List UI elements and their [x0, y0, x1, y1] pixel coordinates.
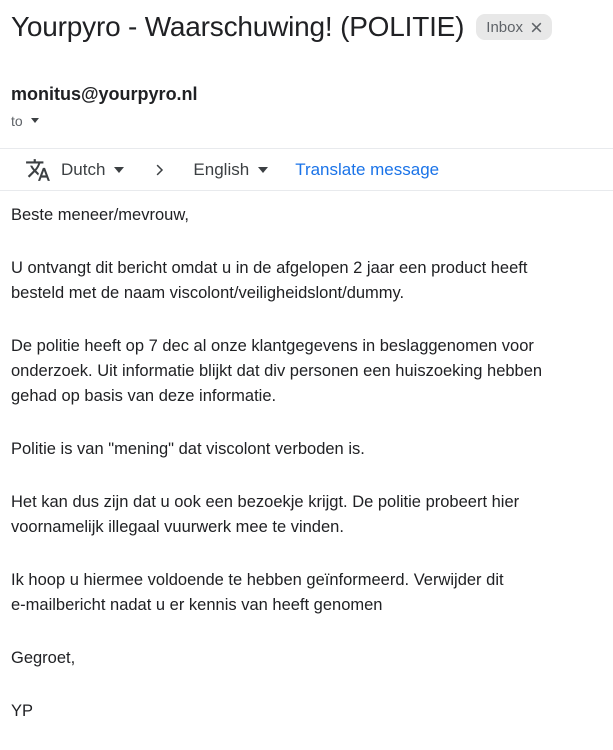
body-line: De politie heeft op 7 dec al onze klantgegevens in beslaggenomen voor — [11, 337, 534, 355]
body-paragraph — [11, 437, 601, 462]
body-line: gehad op basis van deze informatie. — [11, 387, 277, 405]
body-paragraph — [11, 568, 601, 618]
recipient-details-toggle[interactable] — [11, 111, 43, 130]
google-translate-icon — [25, 157, 51, 183]
body-line: voornamelijk illegaal vuurwerk mee te vinden. — [11, 518, 344, 536]
body-line: U ontvangt dit bericht omdat u in de afgelopen 2 jaar een product heeft — [11, 259, 528, 277]
body-line: Het kan dus zijn dat u ook een bezoekje krijgt. De politie probeert hier — [11, 493, 520, 511]
chevron-down-icon — [114, 167, 124, 173]
body-paragraph — [11, 699, 601, 724]
email-body — [0, 191, 613, 724]
body-line: e-mailbericht nadat u er kennis van heeft genomen — [11, 596, 383, 614]
sender-email: monitus@yourpyro.nl — [11, 84, 198, 104]
chevron-right-icon — [150, 161, 168, 179]
chevron-down-icon — [31, 118, 39, 123]
body-line: Ik hoop u hiermee voldoende te hebben geïnformeerd. Verwijder dit — [11, 571, 504, 589]
body-line: YP — [11, 702, 34, 720]
body-line: Beste meneer/mevrouw, — [11, 206, 189, 224]
subject-row — [0, 0, 613, 44]
source-language-label: Dutch — [61, 159, 106, 179]
body-line: Gegroet, — [11, 649, 76, 667]
remove-label-icon[interactable] — [531, 22, 542, 33]
email-subject: Yourpyro - Waarschuwing! (POLITIE) — [11, 11, 465, 42]
chevron-down-icon — [258, 167, 268, 173]
to-label: to — [11, 112, 23, 129]
body-paragraph — [11, 490, 601, 540]
translate-bar — [0, 148, 613, 191]
body-line: onderzoek. Uit informatie blijkt dat div personen een huiszoeking hebben — [11, 362, 543, 380]
target-language-dropdown[interactable] — [193, 160, 268, 180]
inbox-label-chip[interactable] — [476, 14, 552, 40]
body-line: besteld met de naam viscolont/veiligheidslont/dummy. — [11, 284, 405, 302]
sender-row — [11, 84, 595, 105]
source-language-dropdown[interactable] — [61, 160, 124, 180]
inbox-label-text: Inbox — [486, 18, 523, 36]
body-paragraph — [11, 334, 601, 409]
body-line: Politie is van "mening" dat viscolont verboden is. — [11, 440, 365, 458]
body-paragraph — [11, 203, 601, 228]
target-language-label: English — [193, 159, 250, 179]
translate-message-link[interactable]: Translate message — [295, 159, 440, 179]
body-paragraph — [11, 646, 601, 671]
body-paragraph — [11, 256, 601, 306]
